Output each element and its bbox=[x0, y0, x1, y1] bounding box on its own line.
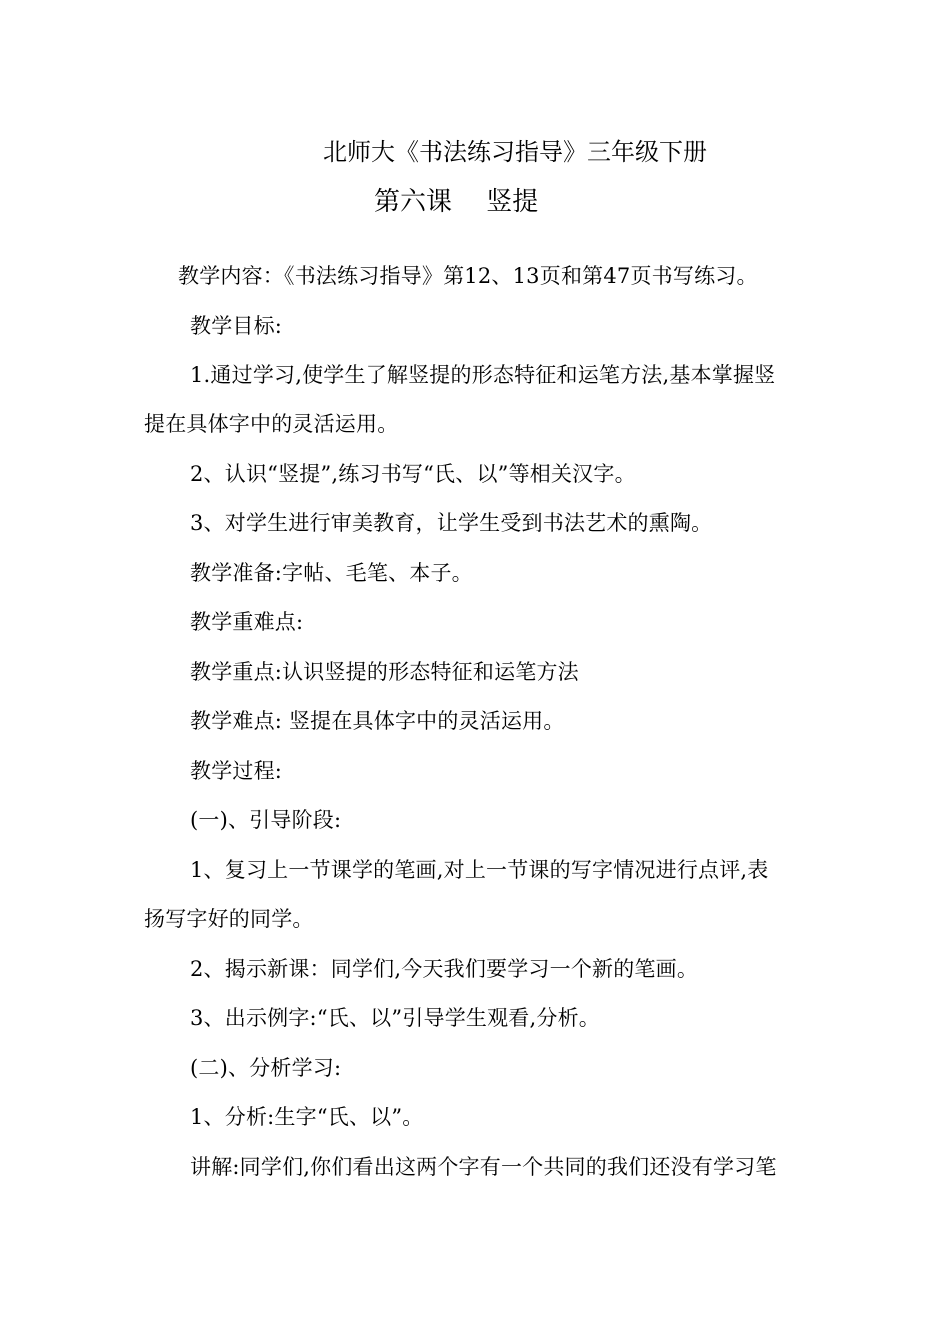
paragraph-analysis: 1、分析:生字“氏、以”。 bbox=[190, 1105, 424, 1129]
paragraph-step-1-continued: 扬写字好的同学。 bbox=[144, 907, 314, 931]
paragraph-goal-2: 2、认识“竖提”,练习书写“氏、以”等相关汉字。 bbox=[190, 462, 636, 486]
paragraph-section-1-heading: (一)、引导阶段: bbox=[190, 808, 342, 832]
lesson-subtitle: 第六课 竖提 bbox=[374, 187, 539, 217]
paragraph-goal-1-continued: 提在具体字中的灵活运用。 bbox=[144, 412, 399, 436]
paragraph-key-point: 教学重点:认识竖提的形态特征和运笔方法 bbox=[190, 660, 579, 684]
paragraph-key-difficult-heading: 教学重难点: bbox=[190, 610, 304, 634]
paragraph-section-2-heading: (二)、分析学习: bbox=[190, 1056, 342, 1080]
paragraph-step-3: 3、出示例字:“氏、以”引导学生观看,分析。 bbox=[190, 1006, 600, 1030]
paragraph-process-heading: 教学过程: bbox=[190, 759, 283, 783]
paragraph-step-2: 2、揭示新课：同学们,今天我们要学习一个新的笔画。 bbox=[190, 957, 699, 981]
paragraph-preparation: 教学准备:字帖、毛笔、本子。 bbox=[190, 561, 473, 585]
paragraph-teaching-content: 教学内容：《书法练习指导》第12、13页和第47页书写练习。 bbox=[178, 264, 758, 288]
document-title: 北师大《书法练习指导》三年级下册 bbox=[323, 138, 707, 166]
paragraph-difficult-point: 教学难点: 竖提在具体字中的灵活运用。 bbox=[190, 709, 565, 733]
paragraph-goal-1: 1.通过学习,使学生了解竖提的形态特征和运笔方法,基本掌握竖 bbox=[190, 363, 776, 387]
paragraph-step-1: 1、复习上一节课学的笔画,对上一节课的写字情况进行点评,表 bbox=[190, 858, 769, 882]
paragraph-teaching-goals-heading: 教学目标: bbox=[190, 314, 283, 338]
paragraph-goal-3: 3、对学生进行审美教育，让学生受到书法艺术的熏陶。 bbox=[190, 511, 713, 535]
paragraph-explanation: 讲解:同学们,你们看出这两个字有一个共同的我们还没有学习笔 bbox=[190, 1155, 777, 1179]
